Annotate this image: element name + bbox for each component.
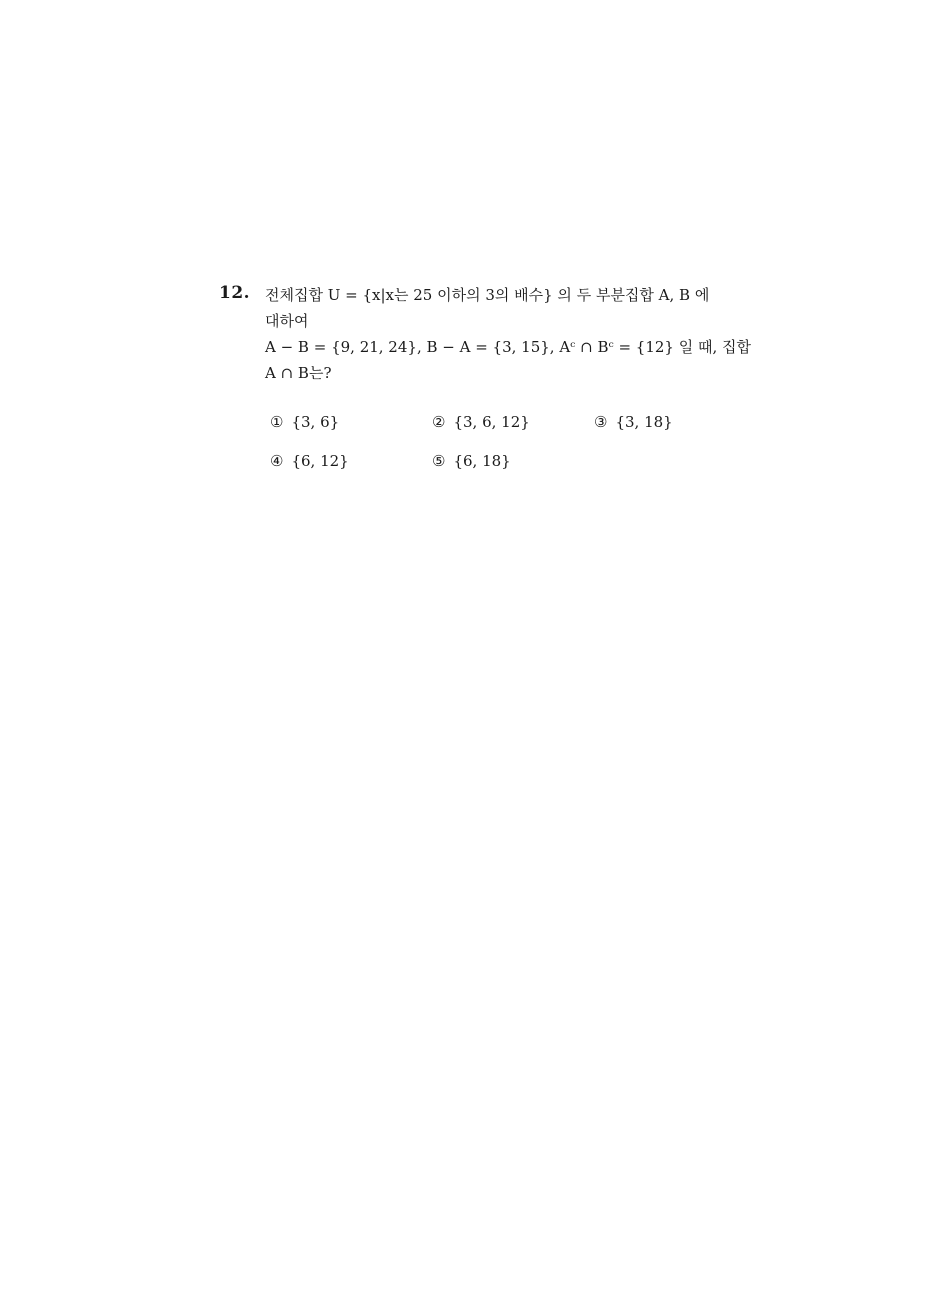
choice-4-text: {6, 12} [291,452,349,470]
choice-5-mark: ⑤ [432,452,446,470]
choice-5-text: {6, 18} [453,452,511,470]
question-stem-line-4: A ∩ B는? [265,364,332,382]
question-stem-line-3: A − B = {9, 21, 24}, B − A = {3, 15}, Aᶜ ∩ Bᶜ = {12} 일 때, 집합 [265,338,751,356]
choice-1-mark: ① [270,413,284,431]
choice-1[interactable] [270,412,339,432]
choice-1-text: {3, 6} [291,413,340,431]
choice-5[interactable] [432,451,511,471]
question-stem-line-2: 대하여 [265,312,309,330]
choice-2-text: {3, 6, 12} [453,413,530,431]
choice-2[interactable] [432,412,530,432]
choice-3-text: {3, 18} [615,413,673,431]
choice-3[interactable] [594,412,673,432]
choice-4[interactable] [270,451,349,471]
choice-2-mark: ② [432,413,446,431]
question-number: 12. [219,283,251,303]
question-stem-line-1: 전체집합 U = {x|x는 25 이하의 3의 배수} 의 두 부분집합 A, B 에 [265,286,710,304]
choice-4-mark: ④ [270,452,284,470]
choice-3-mark: ③ [594,413,608,431]
